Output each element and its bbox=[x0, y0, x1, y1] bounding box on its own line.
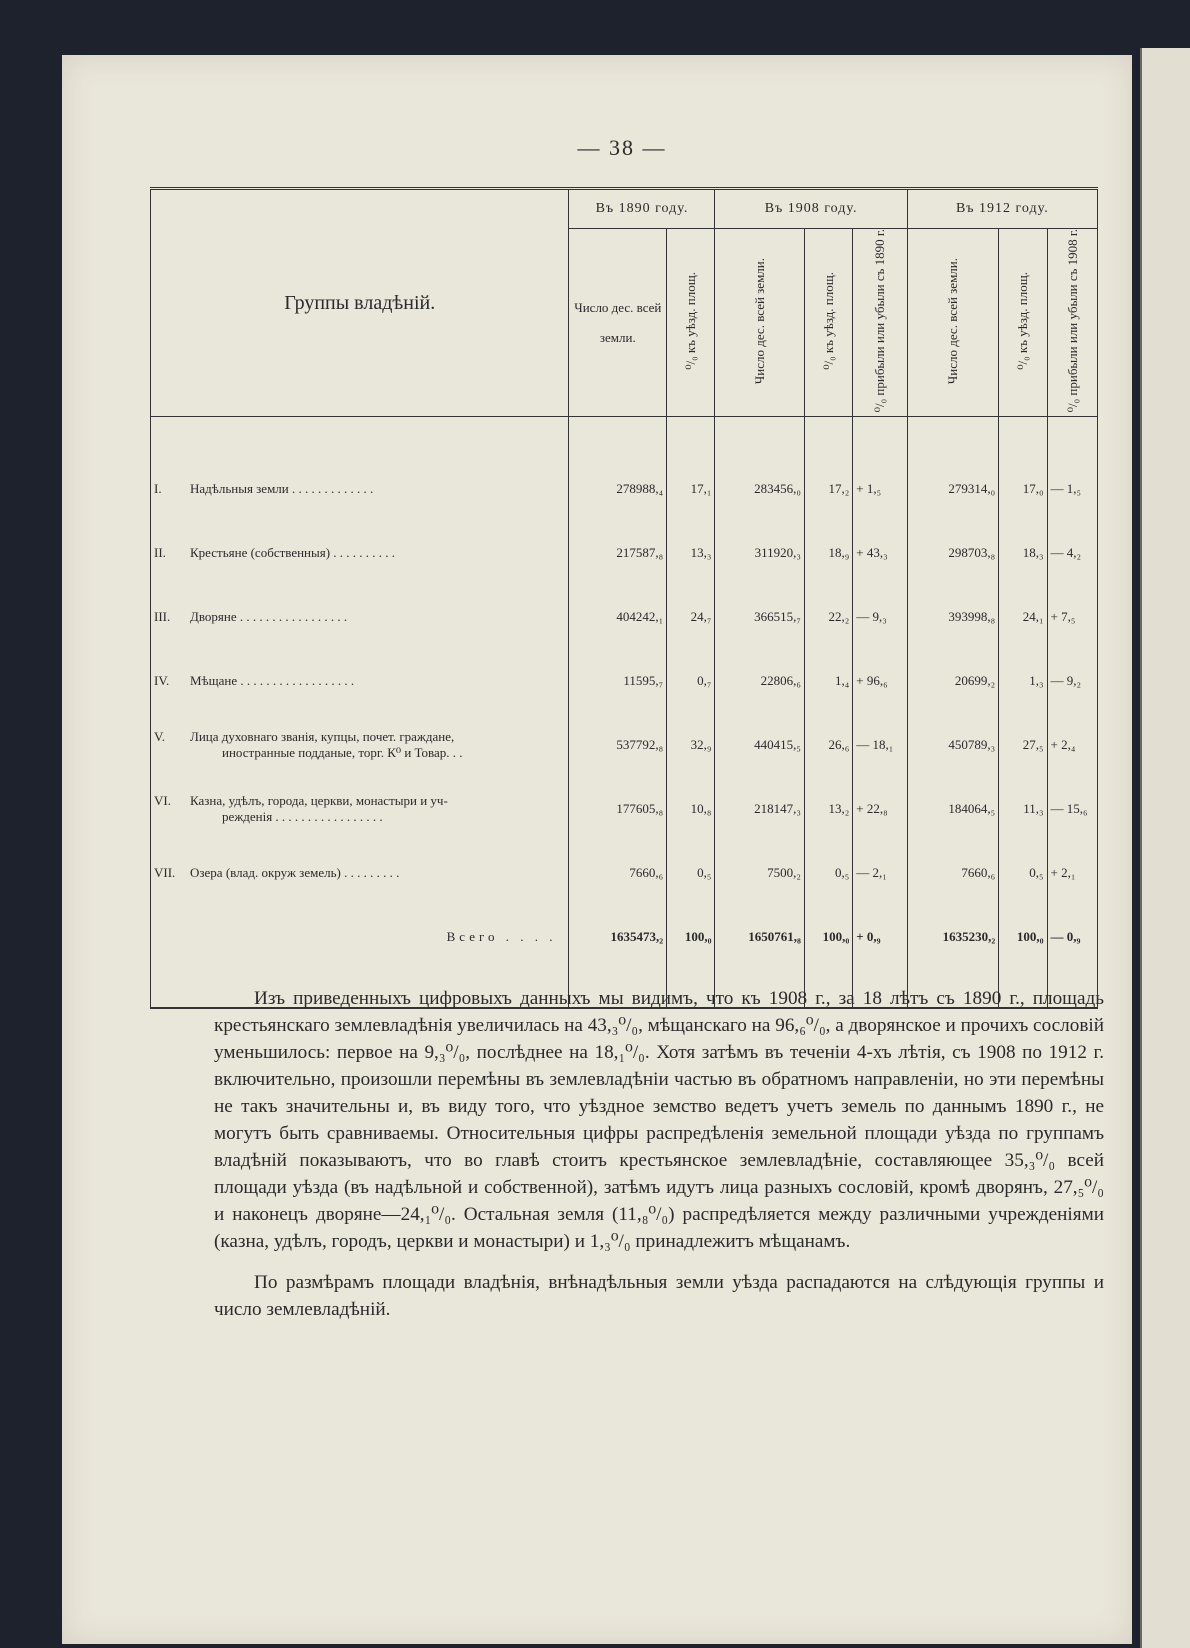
change-1912: + 7,₅ bbox=[1047, 585, 1097, 649]
area-1912: 393998,₈ bbox=[907, 585, 999, 649]
area-1890: 217587,₈ bbox=[569, 521, 667, 585]
table-row bbox=[151, 777, 1098, 841]
area-1912: 279314,₀ bbox=[907, 457, 999, 521]
col-header-area-1890: Число дес. всей земли. bbox=[569, 229, 667, 417]
total-pct-1912: 100,₀ bbox=[999, 905, 1047, 969]
paragraph: Изъ приведенныхъ цифровыхъ данныхъ мы видимъ, что къ 1908 г., за 18 лѣтъ съ 1890 г., площадь крестьянскаго землевладѣнія увеличилась на 43,₃⁰/₀, мѣщанскаго на 96,₆⁰/₀, а дворянское и прочихъ сословій уменьшилось: первое на 9,₃⁰/₀, послѣднее на 18,₁⁰/₀. Хотя затѣмъ въ теченіи 4-хъ лѣтія, съ 1908 по 1912 г. включительно, произошли перемѣны въ землевладѣніи частью въ обратномъ направленіи, но эти перемѣны не такъ значительны и, въ виду того, что уѣздное земство ведетъ учетъ земель по даннымъ 1890 г., не могутъ быть сравниваемы. Относительныя цифры распредѣленія земельной площади уѣзда по группамъ владѣній показываютъ, что во главѣ стоитъ крестьянское землевладѣніе, составляющее 35,₃⁰/₀ всей площади уѣзда (въ надѣльной и собственной), затѣмъ идутъ лица разныхъ сословій, кромѣ дворянъ, 27,₅⁰/₀ и наконецъ дворяне—24,₁⁰/₀. Остальная земля (11,₈⁰/₀) распредѣляется между различными учрежденіями (казна, удѣлъ, городъ, церкви и монастыри) и 1,₃⁰/₀ принадлежитъ мѣщанамъ. bbox=[214, 988, 1104, 1252]
group-name: II. Крестьяне (собственныя) . . . . . . . . . . bbox=[151, 521, 569, 585]
area-1908: 218147,₃ bbox=[715, 777, 804, 841]
year-header-1890: Въ 1890 году. bbox=[569, 189, 715, 229]
area-1908: 440415,₅ bbox=[715, 713, 804, 777]
area-1912: 450789,₃ bbox=[907, 713, 999, 777]
pct-1908: 13,₂ bbox=[804, 777, 852, 841]
total-pct-1908: 100,₀ bbox=[804, 905, 852, 969]
total-change-1912: — 0,₉ bbox=[1047, 905, 1097, 969]
area-1912: 7660,₆ bbox=[907, 841, 999, 905]
table-row bbox=[151, 457, 1098, 521]
area-1912: 184064,₅ bbox=[907, 777, 999, 841]
area-1908: 7500,₂ bbox=[715, 841, 804, 905]
total-area-1912: 1635230,₂ bbox=[907, 905, 999, 969]
page-number: — 38 — bbox=[577, 135, 667, 160]
group-name: I. Надѣльныя земли . . . . . . . . . . . . . bbox=[151, 457, 569, 521]
change-1908: — 2,₁ bbox=[853, 841, 907, 905]
body-text bbox=[214, 985, 1104, 1323]
col-header-pct-1890: ⁰/₀ къ уѣзд. площ. bbox=[667, 229, 715, 417]
change-1908: — 18,₁ bbox=[853, 713, 907, 777]
table-row bbox=[151, 585, 1098, 649]
groups-header: Группы владѣній. bbox=[151, 189, 569, 417]
pct-1890: 17,₁ bbox=[667, 457, 715, 521]
change-1908: + 22,₈ bbox=[853, 777, 907, 841]
pct-1912: 18,₃ bbox=[999, 521, 1047, 585]
area-1908: 283456,₀ bbox=[715, 457, 804, 521]
area-1908: 366515,₇ bbox=[715, 585, 804, 649]
book-page bbox=[62, 55, 1132, 1644]
change-1908: — 9,₃ bbox=[853, 585, 907, 649]
pct-1890: 0,₇ bbox=[667, 649, 715, 713]
area-1908: 311920,₃ bbox=[715, 521, 804, 585]
pct-1908: 22,₂ bbox=[804, 585, 852, 649]
change-1912: — 9,₂ bbox=[1047, 649, 1097, 713]
col-header-change-1912: ⁰/₀ прибыли или убыли съ 1908 г. bbox=[1047, 229, 1097, 417]
col-header-change-1908: ⁰/₀ прибыли или убыли съ 1890 г. bbox=[853, 229, 907, 417]
pct-1912: 11,₃ bbox=[999, 777, 1047, 841]
group-name: IV. Мѣщане . . . . . . . . . . . . . . . . . . bbox=[151, 649, 569, 713]
total-pct-1890: 100,₀ bbox=[667, 905, 715, 969]
area-1890: 177605,₈ bbox=[569, 777, 667, 841]
pct-1890: 13,₃ bbox=[667, 521, 715, 585]
pct-1908: 18,₉ bbox=[804, 521, 852, 585]
year-header-1912: Въ 1912 году. bbox=[907, 189, 1097, 229]
pct-1908: 0,₅ bbox=[804, 841, 852, 905]
change-1908: + 1,₅ bbox=[853, 457, 907, 521]
change-1908: + 96,₆ bbox=[853, 649, 907, 713]
area-1912: 20699,₂ bbox=[907, 649, 999, 713]
paragraph: По размѣрамъ площади владѣнія, внѣнадѣльныя земли уѣзда распадаются на слѣдующія группы и число землевладѣній. bbox=[214, 1272, 1104, 1320]
pct-1890: 0,₅ bbox=[667, 841, 715, 905]
area-1890: 278988,₄ bbox=[569, 457, 667, 521]
col-header-area-1908: Число дес. всей земли. bbox=[715, 229, 804, 417]
adjacent-page-edge bbox=[1140, 48, 1190, 1648]
year-header-1908: Въ 1908 году. bbox=[715, 189, 907, 229]
total-row bbox=[151, 905, 1098, 969]
pct-1890: 32,₉ bbox=[667, 713, 715, 777]
total-label: Всего . . . . bbox=[151, 905, 569, 969]
group-name: VI. Казна, удѣлъ, города, церкви, монастыри и уч- режденія . . . . . . . . . . . . . . . . . bbox=[151, 777, 569, 841]
col-header-pct-1908: ⁰/₀ къ уѣзд. площ. bbox=[804, 229, 852, 417]
change-1912: — 15,₆ bbox=[1047, 777, 1097, 841]
change-1912: + 2,₄ bbox=[1047, 713, 1097, 777]
total-change-1908: + 0,₉ bbox=[853, 905, 907, 969]
pct-1890: 24,₇ bbox=[667, 585, 715, 649]
pct-1890: 10,₈ bbox=[667, 777, 715, 841]
col-header-area-1912: Число дес. всей земли. bbox=[907, 229, 999, 417]
land-ownership-table bbox=[150, 187, 1098, 1009]
pct-1912: 1,₃ bbox=[999, 649, 1047, 713]
pct-1908: 26,₆ bbox=[804, 713, 852, 777]
group-name: VII. Озера (влад. окруж земель) . . . . . . . . . bbox=[151, 841, 569, 905]
area-1890: 537792,₈ bbox=[569, 713, 667, 777]
table-row bbox=[151, 649, 1098, 713]
change-1908: + 43,₃ bbox=[853, 521, 907, 585]
area-1890: 11595,₇ bbox=[569, 649, 667, 713]
area-1890: 7660,₆ bbox=[569, 841, 667, 905]
area-1890: 404242,₁ bbox=[569, 585, 667, 649]
total-area-1890: 1635473,₂ bbox=[569, 905, 667, 969]
change-1912: — 1,₅ bbox=[1047, 457, 1097, 521]
table-row bbox=[151, 841, 1098, 905]
area-1908: 22806,₆ bbox=[715, 649, 804, 713]
pct-1908: 1,₄ bbox=[804, 649, 852, 713]
pct-1912: 17,₀ bbox=[999, 457, 1047, 521]
pct-1912: 0,₅ bbox=[999, 841, 1047, 905]
change-1912: — 4,₂ bbox=[1047, 521, 1097, 585]
total-area-1908: 1650761,₈ bbox=[715, 905, 804, 969]
pct-1908: 17,₂ bbox=[804, 457, 852, 521]
change-1912: + 2,₁ bbox=[1047, 841, 1097, 905]
group-name: III. Дворяне . . . . . . . . . . . . . . . . . bbox=[151, 585, 569, 649]
pct-1912: 24,₁ bbox=[999, 585, 1047, 649]
table-row bbox=[151, 521, 1098, 585]
group-name: V. Лица духовнаго званія, купцы, почет. граждане, иностранные подданые, торг. К⁰ и Товар. . . bbox=[151, 713, 569, 777]
area-1912: 298703,₈ bbox=[907, 521, 999, 585]
table-row bbox=[151, 713, 1098, 777]
pct-1912: 27,₅ bbox=[999, 713, 1047, 777]
col-header-pct-1912: ⁰/₀ къ уѣзд. площ. bbox=[999, 229, 1047, 417]
